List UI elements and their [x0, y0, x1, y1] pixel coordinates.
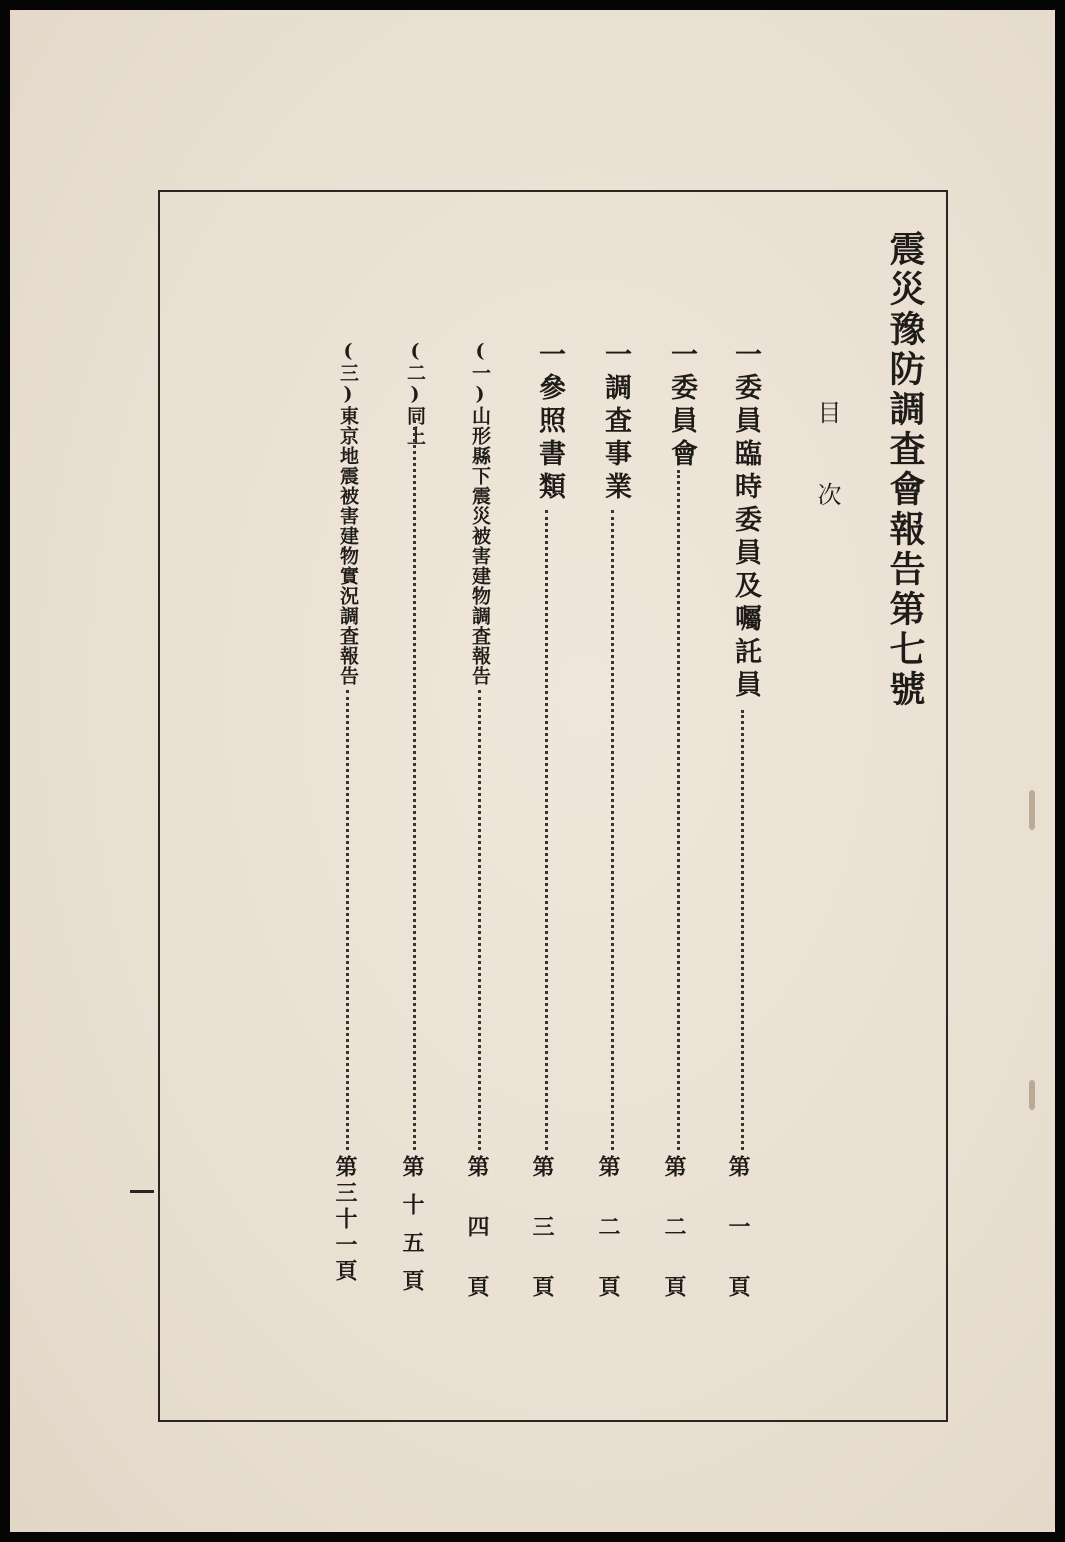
folio-number: [130, 1190, 154, 1193]
leader-dots: [545, 510, 548, 1150]
toc-subentry-label: (一)山形縣下震災被害建物調査報告: [469, 340, 491, 686]
binding-hole: [1029, 790, 1035, 830]
toc-page-ref: 第三十一頁: [332, 1155, 358, 1285]
leader-dots: [677, 470, 680, 1150]
toc-page-ref: 第二頁: [595, 1155, 621, 1335]
toc-entry-label: 一參照書類: [534, 340, 565, 505]
toc-subentry-label: (三)東京地震被害建物實況調査報告: [337, 340, 359, 686]
toc-subentry-label: (二)同上: [404, 340, 426, 446]
toc-entry-label: 一調査事業: [600, 340, 631, 505]
document-page: [10, 10, 1055, 1532]
toc-entry-label: 一委員臨時委員及囑託員: [730, 340, 761, 703]
toc-page-ref: 第二頁: [661, 1155, 687, 1335]
toc-entry-label: 一委員會: [666, 340, 697, 472]
toc-page-ref: 第一頁: [725, 1155, 751, 1335]
toc-heading: 目次: [813, 400, 841, 564]
report-title: 震災豫防調査會報告第七號: [884, 230, 926, 710]
leader-dots: [413, 420, 416, 1150]
toc-page-ref: 第十五頁: [399, 1155, 425, 1307]
leader-dots: [611, 510, 614, 1150]
toc-page-ref: 第四頁: [464, 1155, 490, 1335]
leader-dots: [741, 710, 744, 1150]
leader-dots: [346, 690, 349, 1150]
binding-hole: [1029, 1080, 1035, 1110]
leader-dots: [478, 690, 481, 1150]
toc-page-ref: 第三頁: [529, 1155, 555, 1335]
